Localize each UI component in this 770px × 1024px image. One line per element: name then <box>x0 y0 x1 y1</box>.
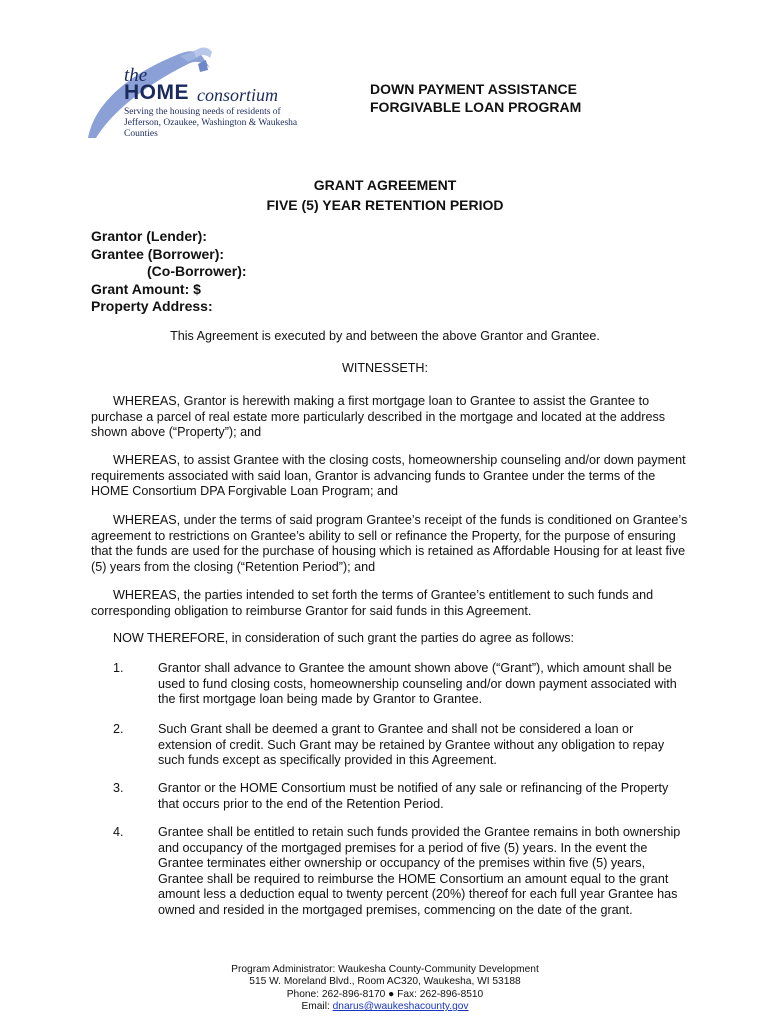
footer-email-line <box>0 1001 770 1013</box>
grantor-field: Grantor (Lender): <box>91 228 207 244</box>
item-text: Grantee shall be entitled to retain such funds provided the Grantee remains in both ownership and occupancy of the mortgaged premises for a period of five (5) years. In the event the Grantee terminates either ownership or occupancy of the premises within five (5) years, Grantee shall be required to reimburse the HOME Consortium an amount equal to the grant amount less a deduction equal to twenty percent (20%) thereof for each full year Grantee has owned and resided in the mortgaged premises, commencing on the date of the grant. <box>158 825 681 917</box>
footer-email-label: Email: <box>301 1001 333 1013</box>
intro-paragraph: This Agreement is executed by and between the above Grantor and Grantee. <box>170 329 600 343</box>
home-consortium-logo <box>84 46 314 144</box>
coborrower-field: (Co-Borrower): <box>147 263 247 279</box>
property-address-field: Property Address: <box>91 298 213 314</box>
party-fields <box>91 228 247 316</box>
now-therefore-paragraph: NOW THEREFORE, in consideration of such grant the parties do agree as follows: <box>113 631 575 645</box>
item-number: 1. <box>113 661 124 675</box>
logo-the-text: the <box>124 65 148 86</box>
item-text: Such Grant shall be deemed a grant to Grantee and shall not be considered a loan or extension of credit. Such Grant may be retained by Grantee without any obligation to repay such funds except as specifically provided in this Agreement. <box>158 722 665 768</box>
email-link[interactable]: dnarus@waukeshacounty.gov <box>332 1001 469 1013</box>
title-line-1: GRANT AGREEMENT <box>313 177 457 193</box>
item-text: Grantor shall advance to Grantee the amount shown above (“Grant”), which amount shall be used to fund closing costs, homeownership counseling and/or down payment associated with the first mortgage loan being made by Grantor to Grantee. <box>158 661 677 707</box>
whereas-paragraph-2: WHEREAS, to assist Grantee with the closing costs, homeownership counseling and/or down payment requirements associated with said loan, Grantor is advancing funds to Grantee under the terms of the HOME Consortium DPA Forgivable Loan Program; and <box>91 453 686 499</box>
program-heading <box>370 80 600 116</box>
agreement-title <box>0 175 770 215</box>
program-line-1: DOWN PAYMENT ASSISTANCE <box>370 81 577 97</box>
witnesseth-heading: WITNESSETH: <box>341 361 429 375</box>
item-text: Grantor or the HOME Consortium must be notified of any sale or refinancing of the Property that occurs prior to the end of the Retention Period. <box>158 781 669 811</box>
item-number: 2. <box>113 722 124 736</box>
logo-tagline: Serving the housing needs of residents of Jefferson, Ozaukee, Washington & Waukesha Counties <box>124 107 298 139</box>
item-number: 3. <box>113 781 124 795</box>
whereas-paragraph-3: WHEREAS, under the terms of said program Grantee’s receipt of the funds is conditioned on Grantee’s agreement to restrictions on Grantee’s ability to sell or refinance the Property, for the purpose of ensuring that the funds are used for the purchase of housing which is retained as Affordable Housing for at least five (5) years from the closing (“Retention Period”); and <box>91 513 688 574</box>
logo-consortium-text: consortium <box>197 85 278 105</box>
footer-administrator: Program Administrator: Waukesha County-Community Development <box>231 964 539 975</box>
footer <box>0 964 770 1014</box>
grant-amount-field: Grant Amount: $ <box>91 280 201 297</box>
grantee-field: Grantee (Borrower): <box>91 245 225 262</box>
whereas-paragraph-4: WHEREAS, the parties intended to set forth the terms of Grantee’s entitlement to such funds and corresponding obligation to reimburse Grantor for said funds in this Agreement. <box>91 588 654 618</box>
title-line-2: FIVE (5) YEAR RETENTION PERIOD <box>266 197 504 213</box>
footer-phone-fax: Phone: 262-896-8170 ● Fax: 262-896-8510 <box>286 988 484 1000</box>
footer-address: 515 W. Moreland Blvd., Room AC320, Waukesha, WI 53188 <box>249 976 521 988</box>
logo-home-text: HOME <box>124 81 189 104</box>
item-number: 4. <box>113 825 124 839</box>
whereas-paragraph-1: WHEREAS, Grantor is herewith making a first mortgage loan to Grantee to assist the Grantee to purchase a parcel of real estate more particularly described in the mortgage and located at the address shown above (“Property”); and <box>91 394 666 440</box>
program-line-2: FORGIVABLE LOAN PROGRAM <box>370 99 582 115</box>
